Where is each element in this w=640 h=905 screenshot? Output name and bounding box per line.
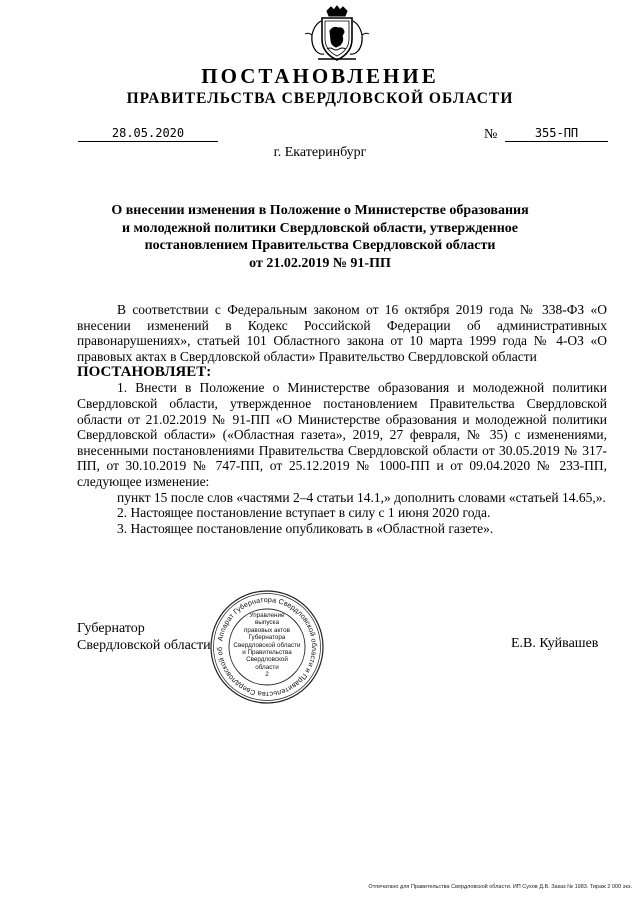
document-date: 28.05.2020 [78,126,218,142]
issuing-authority: ПРАВИТЕЛЬСТВА СВЕРДЛОВСКОЙ ОБЛАСТИ [126,90,514,107]
stamp-line: Свердловской области [233,641,301,649]
stamp-line: области [255,663,279,671]
decree-heading: ПОСТАНОВЛЯЕТ: [77,364,212,381]
stamp-ring-text: Аппарат Губернатора Свердловской области и Правительства Свердловской об [214,594,320,700]
coat-of-arms-emblem [300,5,374,63]
subject-line: от 21.02.2019 № 91-ПП [249,255,391,271]
item-1-sub-paragraph: пункт 15 после слов «частями 2–4 статьи 14.1,» дополнить словами «статьей 14.65,». [117,489,606,505]
official-stamp [208,588,326,706]
document-type-title: ПОСТАНОВЛЕНИЕ [201,64,439,88]
subject-line: О внесении изменения в Положение о Министерстве образования [111,203,529,218]
stamp-line: выпуска [255,619,279,627]
stamp-center-text [230,612,304,679]
subject-line: постановлением Правительства Свердловской области [144,238,496,253]
signatory-position [77,620,211,654]
subject-line: и молодежной политики Свердловской области, утвержденное [121,220,518,236]
position-line: Губернатор [77,621,145,636]
document-subject [0,202,640,272]
preamble-paragraph: В соответствии с Федеральным законом от 16 октября 2019 года № 338-ФЗ «О внесении изменений в Кодекс Российской Федерации об административных правонарушениях», статьей 101 Областного закона от 10 марта 1999 года № 4-ОЗ «О правовых актах в Свердловской области» Правительство Свердловской области [77,302,607,364]
issue-city: г. Екатеринбург [273,145,367,160]
position-line: Свердловской области [77,638,211,653]
document-body [77,302,607,536]
item-3-paragraph: 3. Настоящее постановление опубликовать в «Областной газете». [117,520,494,536]
stamp-line: правовых актов [244,626,290,634]
stamp-line: Свердловской [246,656,288,664]
stamp-line: Управление [249,612,285,619]
stamp-line: Губернатора [248,634,286,642]
print-footer: Отпечатано для Правительства Свердловской области. ИП Сухов Д.В. Заказ № 1983. Тираж 2 000 экз. [368,884,632,890]
item-2-paragraph: 2. Настоящее постановление вступает в силу с 1 июня 2020 года. [117,505,491,521]
number-label: № [484,127,498,142]
document-number: 355-ПП [505,126,608,142]
stamp-line: и Правительства [242,649,292,657]
item-1-paragraph: 1. Внести в Положение о Министерстве образования и молодежной политики Свердловской области, утвержденное постановлением Правительства Свердловской области от 21.02.2019 № 91-ПП «О Министерстве образования и молодежной политики Свердловской области» («Областная газета», 2019, 27 февраля, № 35) с изменениями, внесенными постановлениями Правительства Свердловской области от 30.05.2019 № 317-ПП, от 30.10.2019 № 747-ПП, от 25.12.2019 № 1000-ПП и от 09.04.2020 № 233-ПП, следующее изменение: [77,380,607,489]
stamp-number: 2 [265,671,269,679]
signatory-name: Е.В. Куйвашев [511,636,599,651]
